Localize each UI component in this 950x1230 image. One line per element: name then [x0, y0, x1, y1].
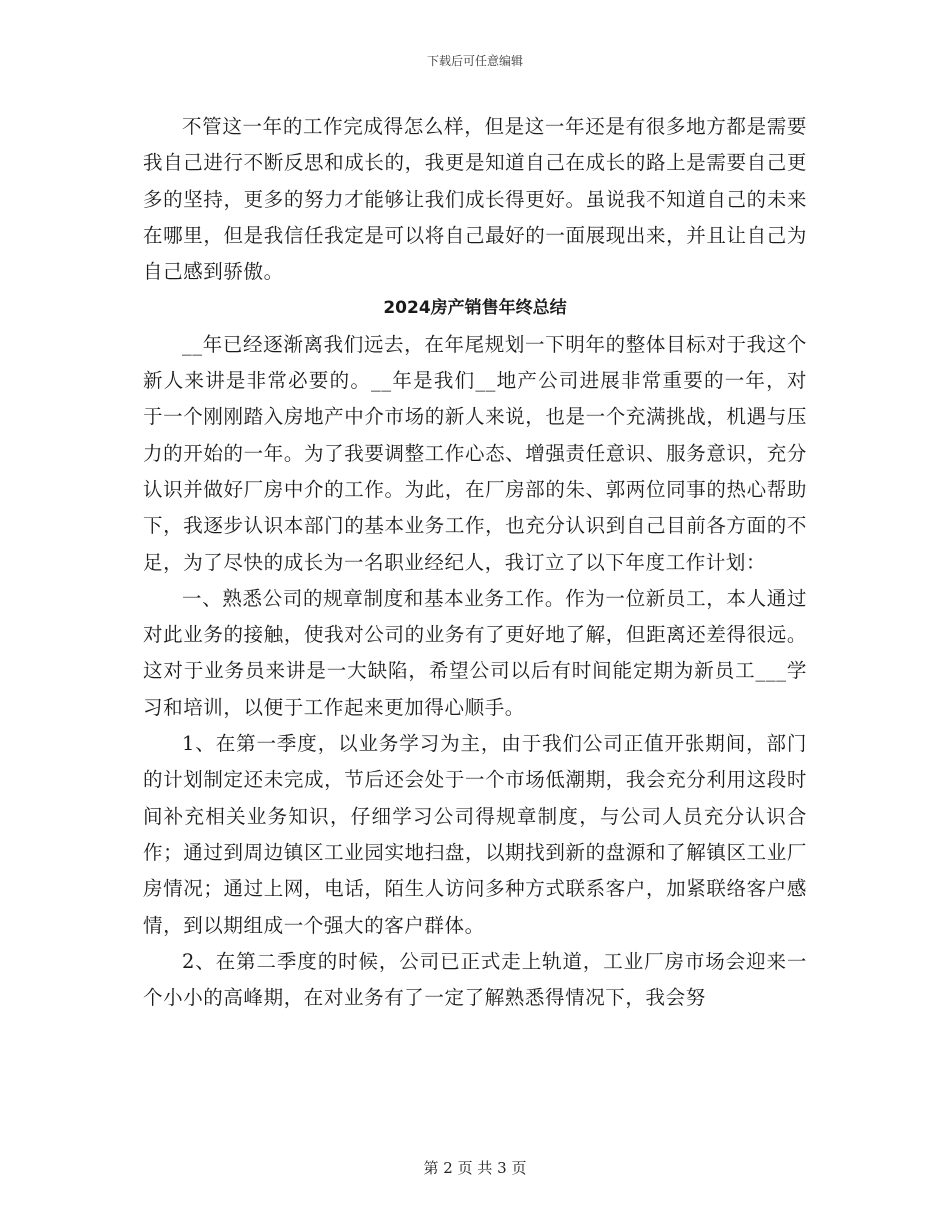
page-number: 第 2 页 共 3 页	[423, 1159, 527, 1177]
document-body	[143, 109, 807, 1016]
paragraph: 1、在第一季度，以业务学习为主，由于我们公司正值开张期间，部门的计划制定还未完成，节后还会处于一个市场低潮期，我会充分利用这段时间补充相关业务知识，仔细学习公司得规章制度，与公司人员充分认识合作；通过到周边镇区工业园实地扫盘，以期找到新的盘源和了解镇区工业厂房情况；通过上网，电话，陌生人访问多种方式联系客户，加紧联络客户感情，到以期组成一个强大的客户群体。	[143, 732, 807, 937]
paragraph: __年已经逐渐离我们远去，在年尾规划一下明年的整体目标对于我这个新人来讲是非常必要的。__年是我们__地产公司进展非常重要的一年，对于一个刚刚踏入房地产中介市场的新人来说，也是一个充满挑战，机遇与压力的开始的一年。为了我要调整工作心态、增强责任意识、服务意识，充分认识并做好厂房中介的工作。为此，在厂房部的朱、郭两位同事的热心帮助下，我逐步认识本部门的基本业务工作，也充分认识到自己目前各方面的不足，为了尽快的成长为一名职业经纪人，我订立了以下年度工作计划：	[143, 332, 807, 574]
header-note: 下载后可任意编辑	[426, 54, 523, 68]
section-title: 2024房产销售年终总结	[383, 298, 567, 319]
paragraph: 2、在第二季度的时候，公司已正式走上轨道，工业厂房市场会迎来一个小小的高峰期，在对业务有了一定了解熟悉得情况下，我会努	[143, 949, 807, 1010]
paragraph: 不管这一年的工作完成得怎么样，但是这一年还是有很多地方都是需要我自己进行不断反思和成长的，我更是知道自己在成长的路上是需要自己更多的坚持，更多的努力才能够让我们成长得更好。虽说我不知道自己的未来在哪里，但是我信任我定是可以将自己最好的一面展现出来，并且让自己为自己感到骄傲。	[143, 115, 807, 284]
paragraph: 一、熟悉公司的规章制度和基本业务工作。作为一位新员工，本人通过对此业务的接触，使我对公司的业务有了更好地了解，但距离还差得很远。这对于业务员来讲是一大缺陷，希望公司以后有时间能定期为新员工___学习和培训，以便于工作起来更加得心顺手。	[143, 586, 807, 719]
